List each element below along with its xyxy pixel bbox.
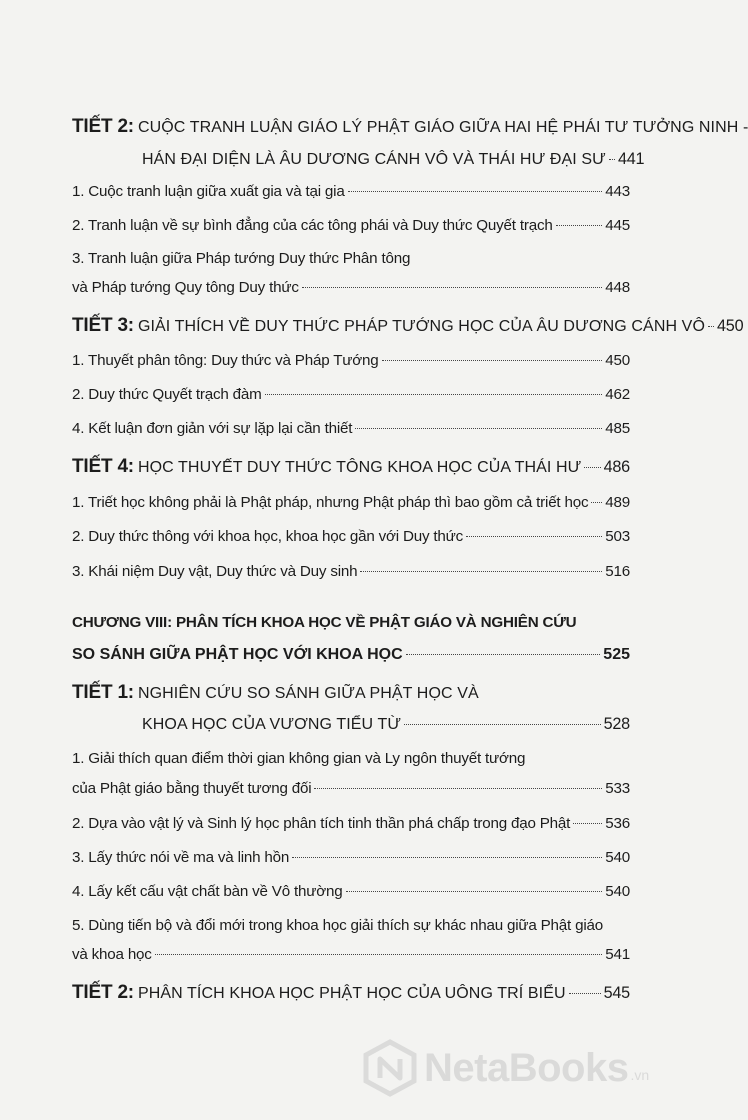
page-number: 528 bbox=[603, 715, 630, 733]
leader-dots bbox=[708, 326, 714, 327]
page-number: 441 bbox=[617, 150, 645, 168]
toc-entry[interactable] bbox=[72, 528, 630, 545]
toc-section-heading bbox=[72, 682, 630, 704]
toc-entry[interactable] bbox=[72, 279, 630, 296]
section-title: KHOA HỌC CỦA VƯƠNG TIỂU TỪ bbox=[142, 716, 402, 733]
leader-dots bbox=[355, 428, 602, 429]
section-label: TIẾT 4: bbox=[72, 456, 134, 477]
watermark-suffix: .vn bbox=[630, 1067, 650, 1083]
entry-text: 3. Khái niệm Duy vật, Duy thức và Duy sinh bbox=[72, 563, 358, 580]
leader-dots bbox=[302, 287, 603, 288]
watermark-brand: NetaBooks bbox=[424, 1045, 629, 1090]
leader-dots bbox=[573, 823, 602, 824]
section-title: NGHIÊN CỨU SO SÁNH GIỮA PHẬT HỌC VÀ bbox=[137, 685, 479, 702]
toc-entry[interactable] bbox=[72, 563, 630, 580]
toc-entry[interactable] bbox=[72, 494, 630, 511]
toc-entry[interactable] bbox=[72, 946, 630, 963]
page-number: 540 bbox=[605, 883, 630, 900]
leader-dots bbox=[556, 225, 603, 226]
toc-entry[interactable] bbox=[72, 352, 630, 369]
leader-dots bbox=[348, 191, 603, 192]
leader-dots bbox=[609, 159, 615, 160]
entry-text: 2. Tranh luận về sự bình đẳng của các tông phái và Duy thức Quyết trạch bbox=[72, 217, 553, 234]
section-label: TIẾT 3: bbox=[72, 315, 134, 336]
netabooks-logo-icon bbox=[362, 1040, 418, 1096]
entry-text: 4. Lấy kết cấu vật chất bàn về Vô thường bbox=[72, 883, 343, 900]
toc-entry-line1: 5. Dùng tiến bộ và đổi mới trong khoa học giải thích sự khác nhau giữa Phật giáo bbox=[72, 917, 604, 934]
section-label: TIẾT 2: bbox=[72, 116, 134, 137]
page-number: 525 bbox=[603, 646, 630, 663]
leader-dots bbox=[382, 360, 603, 361]
page-number: 448 bbox=[605, 279, 630, 296]
entry-text: của Phật giáo bằng thuyết tương đối bbox=[72, 780, 312, 797]
page-number: 443 bbox=[605, 183, 630, 200]
leader-dots bbox=[360, 571, 602, 572]
entry-text: 1. Thuyết phân tông: Duy thức và Pháp Tướng bbox=[72, 352, 379, 369]
leader-dots bbox=[265, 394, 603, 395]
page-number: 450 bbox=[605, 352, 630, 369]
section-title: GIẢI THÍCH VỀ DUY THỨC PHÁP TƯỚNG HỌC CỦA ÂU DƯƠNG CÁNH VÔ bbox=[137, 318, 705, 335]
section-label: TIẾT 2: bbox=[72, 982, 134, 1003]
page-number: 445 bbox=[605, 217, 630, 234]
toc-section-heading[interactable] bbox=[72, 315, 744, 337]
chapter-heading: CHƯƠNG VIII: PHÂN TÍCH KHOA HỌC VỀ PHẬT GIÁO VÀ NGHIÊN CỨU bbox=[72, 614, 577, 631]
leader-dots bbox=[591, 502, 602, 503]
page-number: 516 bbox=[605, 563, 630, 580]
leader-dots bbox=[466, 536, 602, 537]
chapter-title: SO SÁNH GIỮA PHẬT HỌC VỚI KHOA HỌC bbox=[72, 646, 403, 663]
toc-section-heading[interactable] bbox=[72, 456, 630, 478]
toc-entry[interactable] bbox=[72, 815, 630, 832]
toc-entry[interactable] bbox=[72, 386, 630, 403]
leader-dots bbox=[314, 788, 602, 789]
leader-dots bbox=[346, 891, 603, 892]
toc-section-heading bbox=[72, 116, 748, 138]
page-number: 540 bbox=[605, 849, 630, 866]
page-number: 536 bbox=[605, 815, 630, 832]
section-title: PHÂN TÍCH KHOA HỌC PHẬT HỌC CỦA UÔNG TRÍ BIỂU bbox=[137, 985, 566, 1002]
page-number: 486 bbox=[603, 458, 630, 476]
page-number: 462 bbox=[605, 386, 630, 403]
toc-entry-line1: 1. Giải thích quan điểm thời gian không gian và Ly ngôn thuyết tướng bbox=[72, 750, 526, 767]
watermark bbox=[362, 1040, 649, 1096]
toc-section-heading[interactable] bbox=[72, 982, 630, 1004]
leader-dots bbox=[569, 993, 601, 994]
toc-entry[interactable] bbox=[72, 883, 630, 900]
leader-dots bbox=[406, 654, 601, 655]
page-number: 545 bbox=[603, 984, 630, 1002]
leader-dots bbox=[584, 467, 600, 468]
toc-entry[interactable] bbox=[72, 217, 630, 234]
entry-text: 3. Lấy thức nói về ma và linh hồn bbox=[72, 849, 290, 866]
page-number: 489 bbox=[605, 494, 630, 511]
page-number: 450 bbox=[717, 317, 744, 335]
toc-entry[interactable] bbox=[72, 780, 630, 797]
section-label: TIẾT 1: bbox=[72, 682, 134, 703]
entry-text: và Pháp tướng Quy tông Duy thức bbox=[72, 279, 299, 296]
toc-section-heading-cont[interactable] bbox=[142, 150, 645, 169]
entry-text: 2. Duy thức Quyết trạch đàm bbox=[72, 386, 262, 403]
toc-entry-line1: 3. Tranh luận giữa Pháp tướng Duy thức Phân tông bbox=[72, 250, 411, 267]
leader-dots bbox=[155, 954, 603, 955]
toc-section-heading-cont[interactable] bbox=[142, 715, 630, 734]
entry-text: 2. Duy thức thông với khoa học, khoa học gần với Duy thức bbox=[72, 528, 464, 545]
entry-text: và khoa học bbox=[72, 946, 152, 963]
page-number: 485 bbox=[605, 420, 630, 437]
leader-dots bbox=[292, 857, 602, 858]
page-number: 503 bbox=[605, 528, 630, 545]
entry-text: 1. Cuộc tranh luận giữa xuất gia và tại gia bbox=[72, 183, 345, 200]
page-number: 541 bbox=[605, 946, 630, 963]
toc-entry[interactable] bbox=[72, 849, 630, 866]
leader-dots bbox=[404, 724, 600, 725]
section-title: HỌC THUYẾT DUY THỨC TÔNG KHOA HỌC CỦA THÁI HƯ bbox=[137, 459, 582, 476]
entry-text: 4. Kết luận đơn giản với sự lặp lại cần thiết bbox=[72, 420, 353, 437]
section-title: CUỘC TRANH LUẬN GIÁO LÝ PHẬT GIÁO GIỮA HAI HỆ PHÁI TƯ TƯỞNG NINH - bbox=[137, 119, 748, 136]
toc-entry[interactable] bbox=[72, 183, 630, 200]
toc-entry[interactable] bbox=[72, 420, 630, 437]
section-title: HÁN ĐẠI DIỆN LÀ ÂU DƯƠNG CÁNH VÔ VÀ THÁI HƯ ĐẠI SƯ bbox=[142, 151, 606, 168]
page-number: 533 bbox=[605, 780, 630, 797]
chapter-heading-cont[interactable] bbox=[72, 646, 630, 664]
entry-text: 2. Dựa vào vật lý và Sinh lý học phân tích tinh thần phá chấp trong đạo Phật bbox=[72, 815, 571, 832]
entry-text: 1. Triết học không phải là Phật pháp, nhưng Phật pháp thì bao gồm cả triết học bbox=[72, 494, 589, 511]
